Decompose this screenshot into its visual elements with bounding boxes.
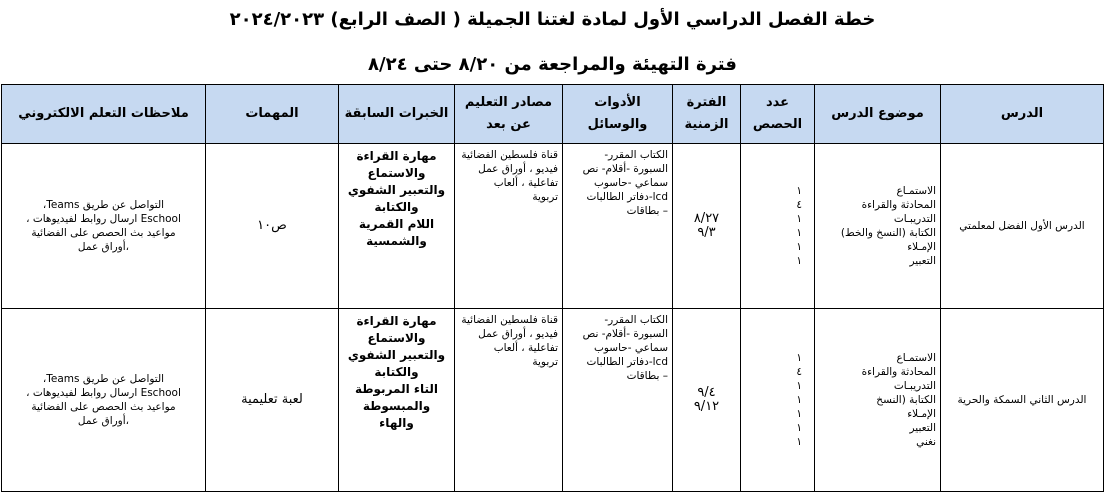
list-item: lcd-دفاتر الطالبات bbox=[586, 191, 668, 203]
list-item: ١ bbox=[796, 185, 802, 197]
list-item: التواصل عن طريق Teams، bbox=[42, 373, 165, 385]
list-item: التعبير bbox=[909, 255, 936, 267]
header-row bbox=[2, 85, 1104, 144]
list-item: التدريبـات bbox=[893, 213, 936, 225]
table-row bbox=[2, 144, 1104, 309]
lesson-cell: الدرس الثاني السمكة والحرية bbox=[941, 309, 1104, 492]
list-item: – بطاقات bbox=[626, 205, 668, 217]
header-notes: ملاحظات التعلم الالكتروني bbox=[2, 85, 206, 144]
table-row bbox=[2, 309, 1104, 492]
header-tasks: المهمات bbox=[206, 85, 339, 144]
list-item: والتعبير الشفوي bbox=[347, 183, 446, 197]
list-item: التاء المربوطة bbox=[354, 382, 439, 396]
list-item: Eschool ارسال روابط لفيديوهات ، bbox=[26, 387, 181, 399]
list-item: ١ bbox=[796, 380, 802, 392]
list-item: الإمـلاء bbox=[907, 408, 936, 420]
list-item: فيديو ، أوراق عمل bbox=[478, 328, 558, 340]
list-item: lcd-دفاتر الطالبات bbox=[586, 356, 668, 368]
experiences-cell bbox=[339, 309, 455, 492]
list-item: ١ bbox=[796, 394, 802, 406]
tools-cell bbox=[563, 309, 673, 492]
list-item: ١ bbox=[796, 352, 802, 364]
sources-cell bbox=[455, 309, 563, 492]
list-item: ٤ bbox=[796, 366, 802, 378]
list-item: السبورة -أقلام- نص bbox=[582, 163, 668, 175]
list-item: قناة فلسطين الفضائية bbox=[461, 149, 558, 161]
list-item: الإمـلاء bbox=[907, 241, 936, 253]
lesson-cell: الدرس الأول الفضل لمعلمتي bbox=[941, 144, 1104, 309]
topic-cell bbox=[815, 144, 941, 309]
list-item: التدريبـات bbox=[893, 380, 936, 392]
list-item: نغني bbox=[916, 436, 936, 448]
list-item: الاستمـاع bbox=[896, 185, 936, 197]
period-end: ٩/١٢ bbox=[693, 399, 720, 414]
notes-cell bbox=[2, 144, 206, 309]
sessions-cell bbox=[741, 144, 815, 309]
period-cell bbox=[673, 144, 741, 309]
list-item: الكتاب المقرر- bbox=[604, 314, 668, 326]
list-item: تربوية bbox=[532, 191, 558, 203]
list-item: والاستماع bbox=[367, 166, 426, 180]
header-sources: مصادر التعليم عن بعد bbox=[455, 85, 563, 144]
list-item: ،أوراق عمل bbox=[77, 241, 130, 253]
sessions-cell bbox=[741, 309, 815, 492]
list-item: والمبسوطة bbox=[362, 399, 431, 413]
lesson-plan-table bbox=[1, 84, 1104, 492]
list-item: ١ bbox=[796, 213, 802, 225]
list-item: ١ bbox=[796, 436, 802, 448]
list-item: مواعيد بث الحصص على الفضائية bbox=[31, 227, 176, 239]
list-item: تربوية bbox=[532, 356, 558, 368]
experiences-cell bbox=[339, 144, 455, 309]
list-item: – بطاقات bbox=[626, 370, 668, 382]
period-cell bbox=[673, 309, 741, 492]
list-item: تفاعلية ، ألعاب bbox=[493, 177, 558, 189]
list-item: ١ bbox=[796, 227, 802, 239]
title-line-1: خطة الفصل الدراسي الأول لمادة لغتنا الجميلة ( الصف الرابع) ٢٠٢٤/٢٠٢٣ bbox=[229, 9, 876, 30]
header-sessions: عدد الحصص bbox=[741, 85, 815, 144]
topic-cell bbox=[815, 309, 941, 492]
list-item: قناة فلسطين الفضائية bbox=[461, 314, 558, 326]
list-item: الكتابة (النسخ bbox=[876, 394, 936, 406]
list-item: سماعي -حاسوب bbox=[593, 177, 668, 189]
list-item: فيديو ، أوراق عمل bbox=[478, 163, 558, 175]
list-item: اللام القمرية bbox=[358, 217, 435, 231]
tasks-cell: لعبة تعليمية bbox=[206, 309, 339, 492]
period-end: ٩/٣ bbox=[697, 225, 716, 240]
list-item: والاستماع bbox=[367, 331, 426, 345]
tasks-cell: ص١٠ bbox=[206, 144, 339, 309]
list-item: التعبير bbox=[909, 422, 936, 434]
period-start: ٩/٤ bbox=[697, 385, 716, 400]
list-item: سماعي -حاسوب bbox=[593, 342, 668, 354]
period-start: ٨/٢٧ bbox=[693, 211, 720, 226]
list-item: Eschool ارسال روابط لفيديوهات ، bbox=[26, 213, 181, 225]
list-item: والكتابة bbox=[374, 365, 419, 379]
list-item: الكتابة (النسخ والخط) bbox=[840, 227, 936, 239]
list-item: التواصل عن طريق Teams، bbox=[42, 199, 165, 211]
title-line-2: فترة التهيئة والمراجعة من ٨/٢٠ حتى ٨/٢٤ bbox=[368, 54, 737, 75]
list-item: مهارة القراءة bbox=[356, 149, 437, 163]
list-item: المحادثة والقراءة bbox=[861, 366, 936, 378]
list-item: ١ bbox=[796, 408, 802, 420]
tools-cell bbox=[563, 144, 673, 309]
header-lesson: الدرس bbox=[941, 85, 1104, 144]
list-item: الاستمـاع bbox=[896, 352, 936, 364]
list-item: تفاعلية ، ألعاب bbox=[493, 342, 558, 354]
header-experiences: الخبرات السابقة bbox=[339, 85, 455, 144]
header-tools: الأدوات والوسائل bbox=[563, 85, 673, 144]
list-item: والتعبير الشفوي bbox=[347, 348, 446, 362]
header-period: الفترة الزمنية bbox=[673, 85, 741, 144]
list-item: والشمسية bbox=[366, 234, 427, 248]
list-item: والكتابة bbox=[374, 200, 419, 214]
list-item: المحادثة والقراءة bbox=[861, 199, 936, 211]
header-topic: موضوع الدرس bbox=[815, 85, 941, 144]
list-item: والهاء bbox=[379, 416, 414, 430]
list-item: مواعيد بث الحصص على الفضائية bbox=[31, 401, 176, 413]
notes-cell bbox=[2, 309, 206, 492]
sources-cell bbox=[455, 144, 563, 309]
list-item: ،أوراق عمل bbox=[77, 415, 130, 427]
list-item: ١ bbox=[796, 422, 802, 434]
list-item: مهارة القراءة bbox=[356, 314, 437, 328]
list-item: الكتاب المقرر- bbox=[604, 149, 668, 161]
list-item: ٤ bbox=[796, 199, 802, 211]
list-item: السبورة -أقلام- نص bbox=[582, 328, 668, 340]
list-item: ١ bbox=[796, 241, 802, 253]
list-item: ١ bbox=[796, 255, 802, 267]
